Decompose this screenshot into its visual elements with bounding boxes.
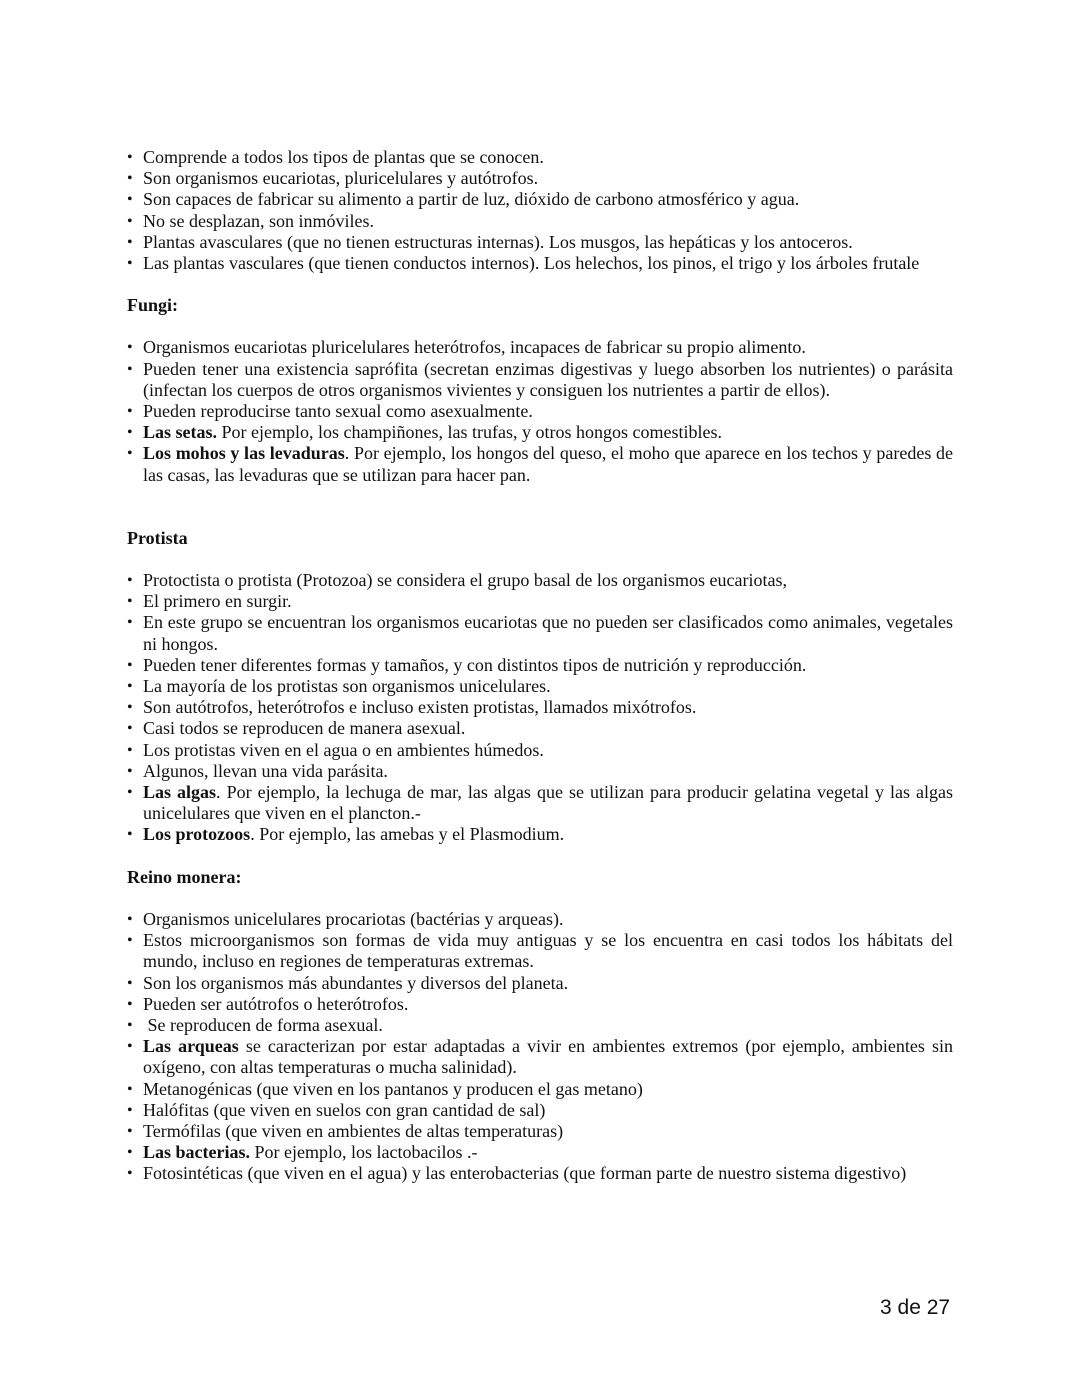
page-number: 3 de 27: [880, 1296, 951, 1319]
list-item: • Son autótrofos, heterótrofos e incluso existen protistas, llamados mixótrofos.: [127, 697, 953, 718]
item-text: . Por ejemplo, la lechuga de mar, las algas que se utilizan para producir gelatina vegetal y las algas unicelulares que viven en el plancton.-: [143, 782, 953, 824]
list-item: • Comprende a todos los tipos de plantas que se conocen.: [127, 147, 953, 168]
list-item: • Son capaces de fabricar su alimento a partir de luz, dióxido de carbono atmosférico y agua.: [127, 189, 953, 210]
bold-term: Las algas: [143, 782, 217, 803]
list-item: • Los protistas viven en el agua o en ambientes húmedos.: [127, 740, 953, 761]
list-item: • Plantas avasculares (que no tienen estructuras internas). Los musgos, las hepáticas y los antoceros.: [127, 232, 953, 253]
list-item: • Protoctista o protista (Protozoa) se considera el grupo basal de los organismos eucariotas,: [127, 570, 953, 591]
monera-list: [127, 909, 953, 1185]
item-text: Por ejemplo, los lactobacilos .-: [250, 1142, 478, 1163]
bold-term: Las bacterias.: [143, 1142, 250, 1163]
list-item: • Pueden reproducirse tanto sexual como asexualmente.: [127, 401, 953, 422]
list-item: • Son los organismos más abundantes y diversos del planeta.: [127, 973, 953, 994]
list-item: [127, 443, 953, 485]
list-item: • Organismos eucariotas pluricelulares heterótrofos, incapaces de fabricar su propio alimento.: [127, 337, 953, 358]
section-heading-fungi: Fungi:: [127, 295, 179, 316]
list-item: • Pueden ser autótrofos o heterótrofos.: [127, 994, 953, 1015]
plantae-list: [127, 147, 953, 274]
list-item: • Son organismos eucariotas, pluricelulares y autótrofos.: [127, 168, 953, 189]
list-item: • Pueden tener diferentes formas y tamaños, y con distintos tipos de nutrición y reproducción.: [127, 655, 953, 676]
section-heading-protista: Protista: [127, 527, 188, 548]
list-item: [127, 1142, 953, 1163]
list-item: • Pueden tener una existencia saprófita (secretan enzimas digestivas y luego absorben los nutrientes) o parásita (infectan los cuerpos de otros organismos vivientes y consiguen los nutrientes a partir de ellos).: [127, 359, 953, 401]
list-item: • Casi todos se reproducen de manera asexual.: [127, 718, 953, 739]
item-text: se caracterizan por estar adaptadas a vivir en ambientes extremos (por ejemplo, ambientes sin oxígeno, con altas temperaturas o mucha salinidad).: [143, 1036, 953, 1078]
list-item: • Halófitas (que viven en suelos con gran cantidad de sal): [127, 1100, 953, 1121]
list-item: • Algunos, llevan una vida parásita.: [127, 761, 953, 782]
bold-term: Los protozoos: [143, 824, 251, 845]
list-item: • Organismos unicelulares procariotas (bactérias y arqueas).: [127, 909, 953, 930]
list-item: • El primero en surgir.: [127, 591, 953, 612]
list-item: [127, 824, 953, 845]
item-text: . Por ejemplo, las amebas y el Plasmodium.: [250, 824, 565, 845]
list-item: • Termófilas (que viven en ambientes de altas temperaturas): [127, 1121, 953, 1142]
list-item: • La mayoría de los protistas son organismos unicelulares.: [127, 676, 953, 697]
list-item: [127, 1036, 953, 1078]
item-text: Por ejemplo, los champiñones, las trufas, y otros hongos comestibles.: [217, 422, 722, 443]
list-item: • En este grupo se encuentran los organismos eucariotas que no pueden ser clasificados como animales, vegetales ni hongos.: [127, 612, 953, 654]
list-item: • Estos microorganismos son formas de vida muy antiguas y se los encuentra en casi todos los hábitats del mundo, incluso en regiones de temperaturas extremas.: [127, 930, 953, 972]
item-text: . Por ejemplo, los hongos del queso, el moho que aparece en los techos y paredes de las casas, las levaduras que se utilizan para hacer pan.: [143, 443, 953, 485]
list-item: • No se desplazan, son inmóviles.: [127, 211, 953, 232]
list-item: • Fotosintéticas (que viven en el agua) y las enterobacterias (que forman parte de nuestro sistema digestivo): [127, 1163, 953, 1184]
list-item: [127, 782, 953, 824]
list-item: • Se reproducen de forma asexual.: [127, 1015, 953, 1036]
protista-list: [127, 570, 953, 846]
bold-term: Las setas.: [143, 422, 218, 443]
list-item: • Las plantas vasculares (que tienen conductos internos). Los helechos, los pinos, el trigo y los árboles frutale: [127, 253, 953, 274]
section-heading-monera: Reino monera:: [127, 866, 242, 887]
bold-term: Los mohos y las levaduras: [143, 443, 345, 464]
fungi-list: [127, 337, 953, 485]
document-page: [127, 147, 953, 1185]
bold-term: Las arqueas: [143, 1036, 239, 1057]
list-item: • Metanogénicas (que viven en los pantanos y producen el gas metano): [127, 1079, 953, 1100]
list-item: [127, 422, 953, 443]
